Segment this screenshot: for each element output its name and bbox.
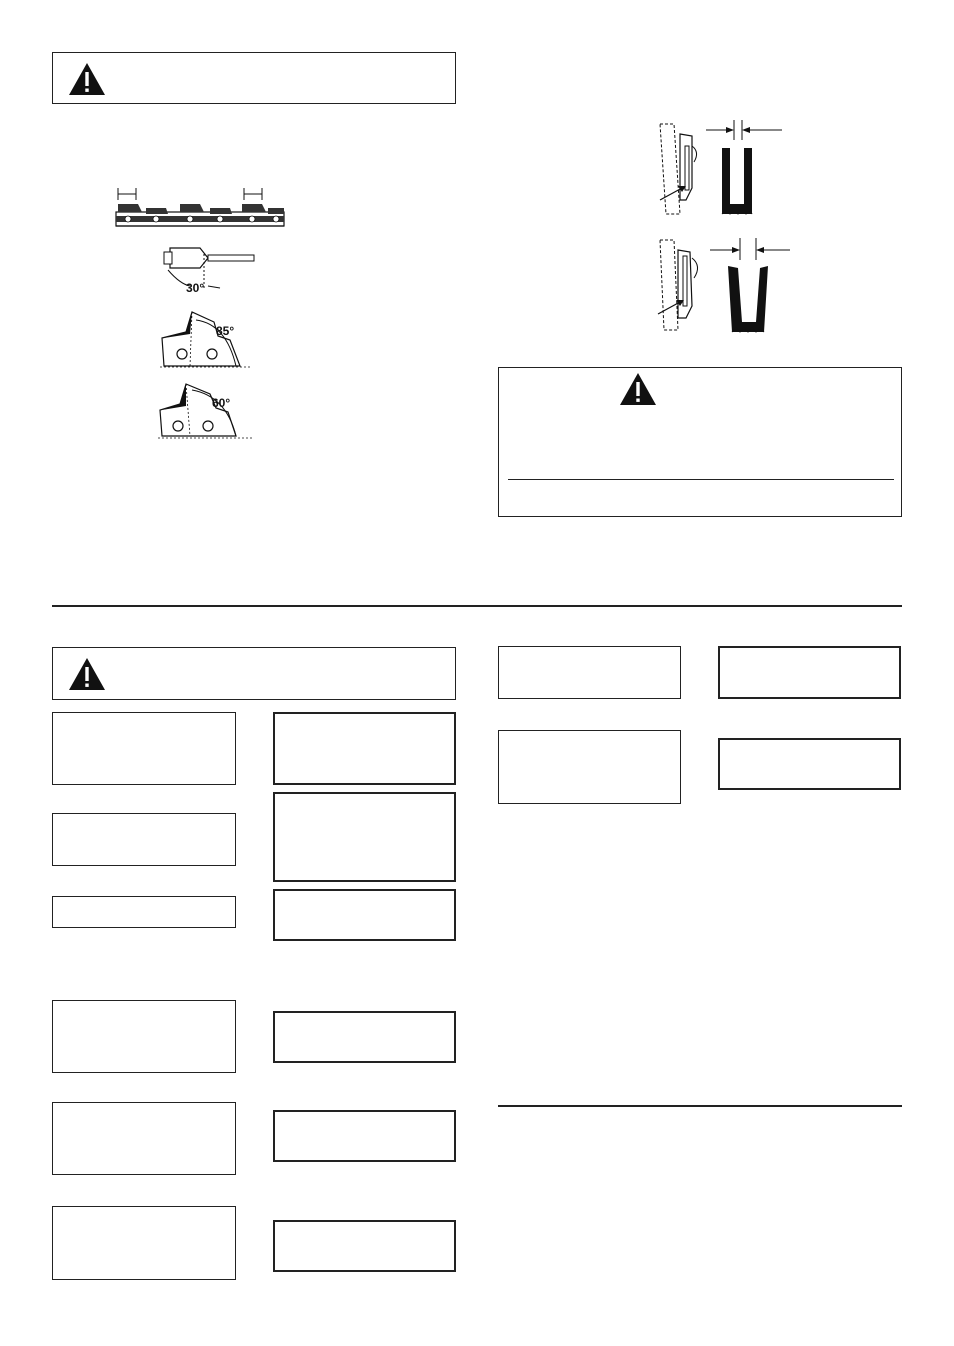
warning-box-divider [508, 479, 894, 480]
remedy-box [273, 712, 456, 785]
depth-gauge-diagram-a [652, 118, 792, 218]
trouble-box [498, 730, 681, 804]
remedy-box [718, 738, 901, 790]
depth-gauge-diagram-b [652, 236, 792, 336]
chain-diagram [112, 186, 292, 236]
warning-box-bottom-left [52, 647, 456, 700]
angle-label-60 [210, 395, 240, 411]
angle-label-30 [184, 280, 214, 296]
warning-triangle-icon [68, 62, 106, 96]
remedy-box [273, 1110, 456, 1162]
section-divider-bottom-right [498, 1105, 902, 1107]
warning-triangle-icon [619, 372, 657, 406]
trouble-box [52, 896, 236, 928]
angle-85-text: 85° [216, 324, 235, 338]
remedy-box [273, 1220, 456, 1272]
cutter-60-diagram [156, 380, 256, 440]
trouble-box [52, 1102, 236, 1175]
warning-triangle-icon [68, 657, 106, 691]
remedy-box [273, 792, 456, 882]
trouble-box [52, 712, 236, 785]
remedy-box [718, 646, 901, 699]
cutter-85-diagram [156, 310, 256, 370]
trouble-box [52, 1000, 236, 1073]
angle-30-text: 30° [186, 281, 205, 295]
trouble-box [52, 813, 236, 866]
angle-label-85 [214, 323, 244, 339]
remedy-box [273, 1011, 456, 1063]
warning-box-top-left [52, 52, 456, 104]
file-angle-diagram [160, 244, 270, 294]
trouble-box [498, 646, 681, 699]
trouble-box [52, 1206, 236, 1280]
section-divider [52, 605, 902, 607]
remedy-box [273, 889, 456, 941]
angle-60-text: 60° [212, 396, 231, 410]
warning-box-top-right [498, 367, 902, 517]
